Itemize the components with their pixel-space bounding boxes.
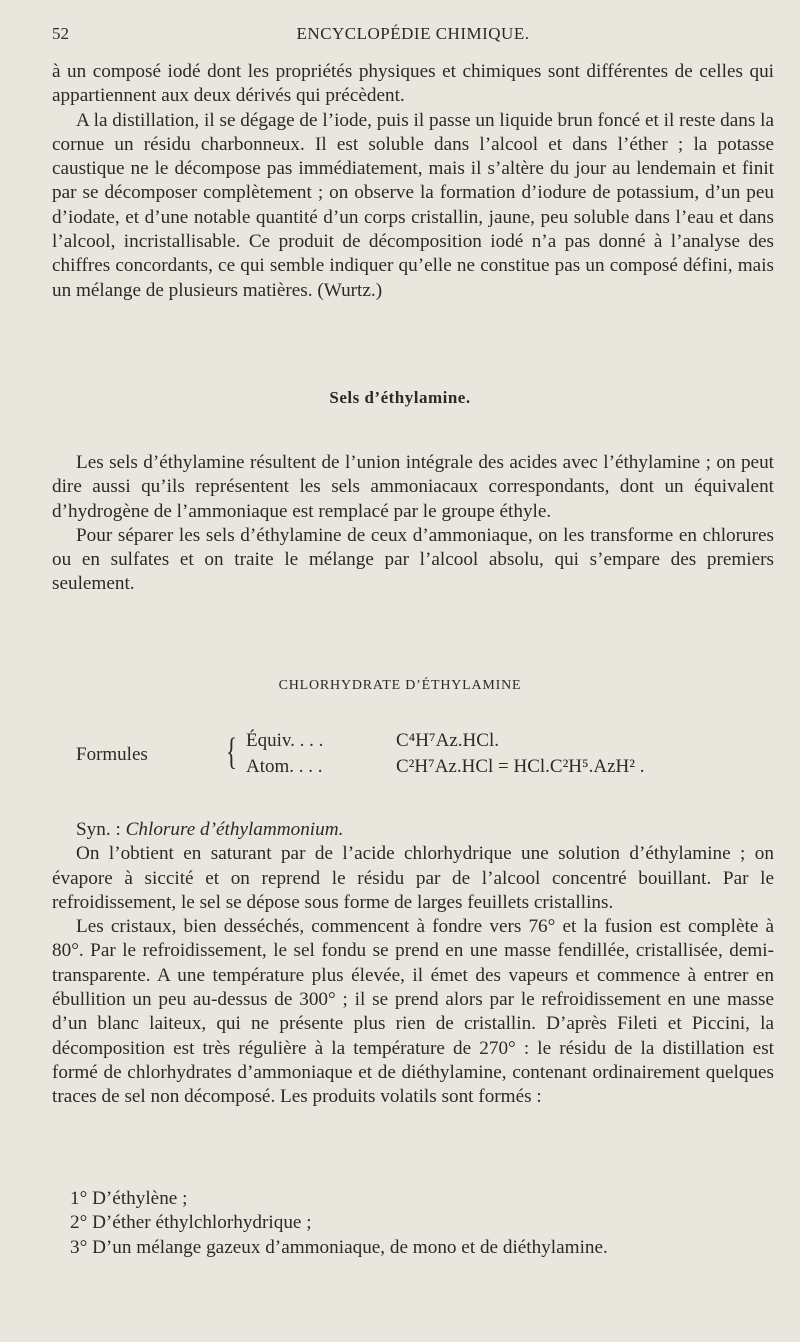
synonym-prefix: Syn. : — [76, 819, 126, 840]
main-text — [52, 818, 774, 1110]
brace-glyph: { — [226, 731, 237, 773]
section-text — [52, 451, 774, 597]
section-title: Sels d’éthylamine. — [329, 388, 471, 407]
paragraph: A la distillation, il se dégage de l’iode, puis il passe un liquide brun foncé et il reste dans la cornue un résidu charbonneux. Il est soluble dans l’alcool et dans l’éther ; la potasse caustique ne le décompose pas immédiatement, mais il s’altère du jour au lendemain et finit par se décomposer complètement ; on observe la formation d’iodure de potassium, d’un peu d’iodate, et d’une notable quantité d’un corps cristallin, jaune, peu soluble dans l’eau et dans l’alcool, incristallisable. Ce produit de décomposition iodé n’a pas donné à l’analyse des chiffres concordants, ce qui semble indiquer qu’elle ne constitue pas un composé défini, mais un mélange de plusieurs matières. (Wurtz.) — [52, 109, 774, 301]
formula-label: Formules — [76, 744, 148, 765]
formula-value: C²H⁷Az.HCl = HCl.C²H⁵.AzH² . — [396, 756, 645, 777]
formula-row — [246, 730, 499, 752]
paragraph: Les sels d’éthylamine résultent de l’union intégrale des acides avec l’éthylamine ; on peut dire aussi qu’ils représentent les sels ammoniacaux correspondants, dont un équivalent d’hydrogène de l’ammoniaque est remplacé par le groupe éthyle. — [52, 452, 774, 522]
formula-row — [246, 756, 644, 778]
paragraph: Pour séparer les sels d’éthylamine de ceux d’ammoniaque, on les transforme en chlorures ou en sulfates et on traite le mélange par l’alcool absolu, qui s’empare des premiers seulement. — [52, 524, 774, 595]
formula-value: C⁴H⁷Az.HCl. — [396, 730, 499, 751]
formula-kind: Atom. . . . — [246, 756, 323, 777]
list-item: 1° D’éthylène ; — [70, 1188, 188, 1209]
synonym-name: Chlorure d’éthylammonium. — [125, 819, 344, 840]
running-title: ENCYCLOPÉDIE CHIMIQUE. — [296, 24, 530, 43]
intro-text — [52, 60, 774, 303]
paragraph: Les cristaux, bien desséchés, commencent à fondre vers 76° et la fusion est complète à 80°. Par le refroidissement, le sel fondu se prend en une masse fendillée, cristallisée, demi-transparente. A une température plus élevée, il émet des vapeurs et commence à entrer en ébullition un peu au-dessus de 300° ; il se prend alors par le refroidissement en une masse d’un blanc laiteux, qui ne présente plus rien de cristallin. D’après Fileti et Piccini, la décomposition est très régulière à la température de 270° : le résidu de la distillation est formé de chlorhydrates d’ammoniaque et de diéthylamine, contenant ordinairement quelques traces de sel non décomposé. Les produits volatils sont formés : — [52, 916, 774, 1108]
formula-block — [76, 730, 776, 782]
products-list — [70, 1187, 774, 1260]
synonym-line — [52, 818, 774, 842]
page-number: 52 — [52, 24, 69, 43]
paragraph: à un composé iodé dont les propriétés physiques et chimiques sont différentes de celles qui appartiennent aux deux dérivés qui précèdent. — [52, 61, 774, 107]
page-header — [52, 24, 774, 50]
subsection-title: CHLORHYDRATE D’ÉTHYLAMINE — [278, 678, 522, 693]
list-item: 3° D’un mélange gazeux d’ammoniaque, de mono et de diéthylamine. — [70, 1236, 608, 1258]
paragraph: On l’obtient en saturant par de l’acide chlorhydrique une solution d’éthylamine ; on évapore à siccité et on reprend le résidu par de l’alcool concentré bouillant. Par le refroidissement, le sel se dépose sous forme de larges feuillets cristallins. — [52, 843, 774, 913]
formula-kind: Équiv. . . . — [246, 730, 324, 751]
list-item: 2° D’éther éthylchlorhydrique ; — [70, 1212, 312, 1234]
